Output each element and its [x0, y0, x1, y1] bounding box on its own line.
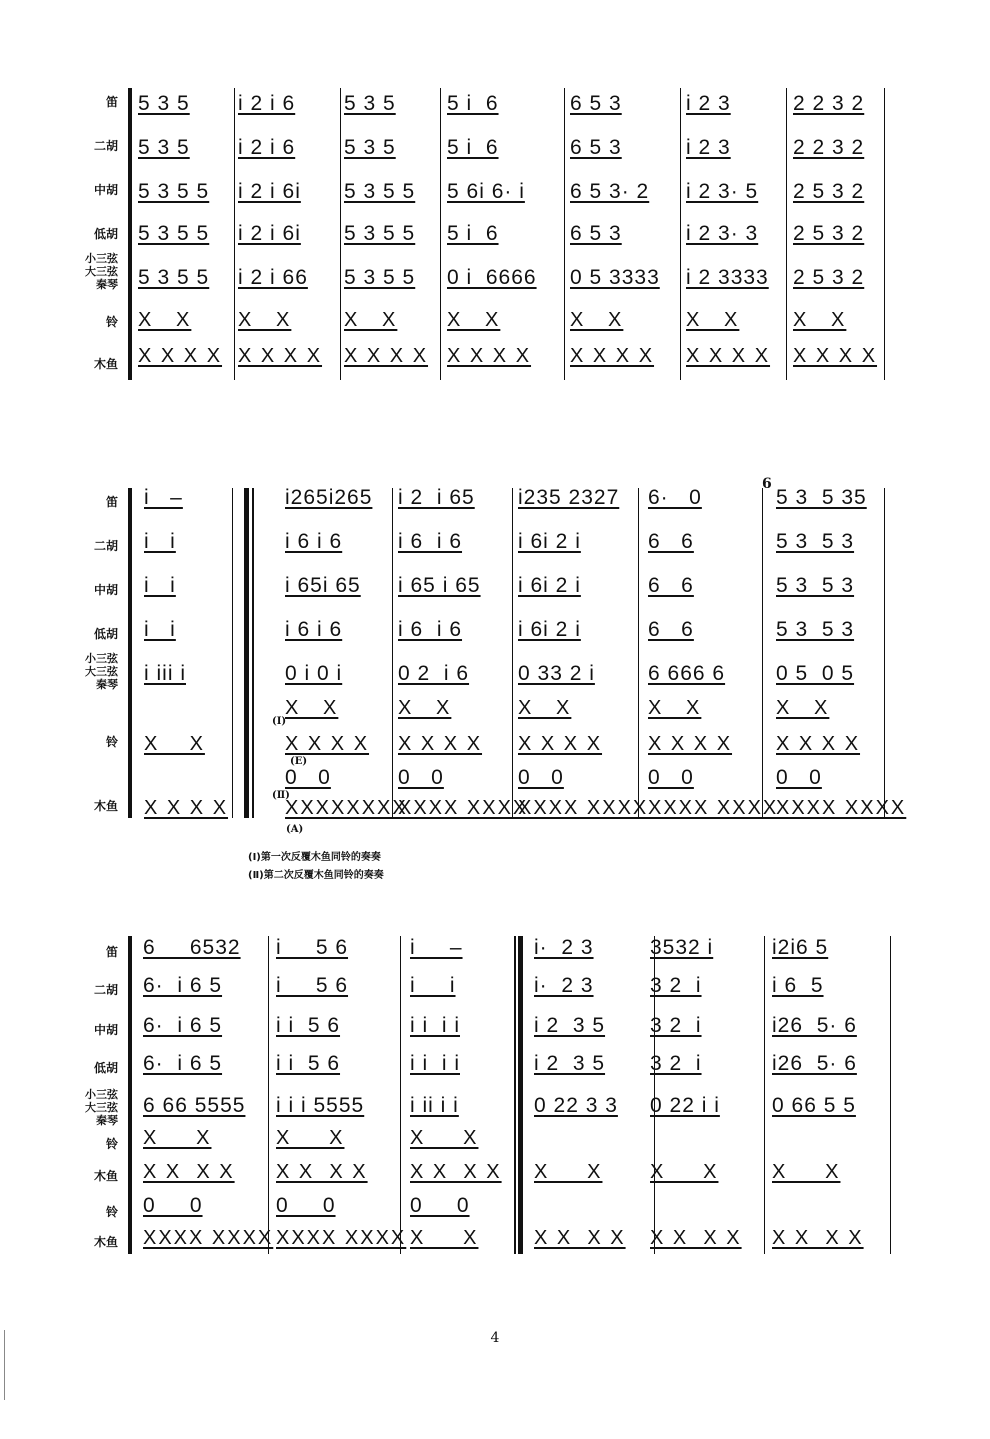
note-cell: i· 2 3	[534, 974, 594, 997]
note-cell: X X	[398, 697, 452, 719]
note-cell: i 2 3333	[686, 266, 769, 289]
note-cell: 0 66 5 5	[772, 1094, 856, 1117]
note-cell: X X	[650, 1161, 719, 1183]
note-cell: i ii i i	[410, 1094, 459, 1117]
note-cell: i 6 5	[772, 974, 824, 997]
label-dihu: 低胡	[93, 227, 118, 241]
note-cell: XXXX XXXX	[776, 797, 907, 819]
note-cell: 6 6	[648, 618, 694, 641]
note-cell: 6· 0	[648, 486, 702, 509]
note-cell: i 6i 2 i	[518, 574, 581, 597]
barline	[268, 936, 269, 1254]
note-cell: 2 5 3 2	[793, 222, 865, 245]
note-cell: 0 0	[143, 1194, 203, 1217]
note-cell: i 65 i 65	[398, 574, 481, 597]
note-cell: i 2 i 6	[238, 136, 296, 159]
note-cell: 6 666 6	[648, 662, 726, 685]
barline	[340, 88, 341, 380]
note-cell: 6· i 6 5	[143, 974, 223, 997]
label-zhonghu: 中胡	[93, 583, 118, 597]
note-cell: i i	[144, 530, 176, 553]
note-cell: i i 5 6	[276, 1052, 341, 1075]
note-cell: 3532 i	[650, 936, 714, 959]
barline	[232, 488, 233, 818]
barline	[638, 488, 639, 818]
note-cell: i26 5· 6	[772, 1014, 857, 1037]
note-cell: 3 2 i	[650, 1014, 702, 1037]
note-cell: 5 i 6	[447, 136, 499, 159]
note-cell: 5 3 5	[138, 136, 190, 159]
note-cell: i –	[410, 936, 463, 959]
note-cell: 6 5 3	[570, 222, 622, 245]
note-cell: 0 2 i 6	[398, 662, 470, 685]
note-cell: X X X X	[276, 1161, 368, 1183]
note-cell: 2 5 3 2	[793, 180, 865, 203]
barline	[392, 488, 393, 818]
note-cell: X X X X	[447, 345, 532, 367]
note-cell: 5 6i 6· i	[447, 180, 525, 203]
note-cell: 2 5 3 2	[793, 266, 865, 289]
note-cell: 0 5 0 5	[776, 662, 855, 685]
note-cell: X X X X	[144, 797, 229, 819]
note-cell: 6 6532	[143, 936, 241, 959]
note-cell: 5 3 5	[138, 92, 190, 115]
note-cell: X X X X	[518, 733, 603, 755]
note-cell: X X	[648, 697, 702, 719]
note-cell: 0 0	[648, 766, 694, 789]
note-cell: 3 2 i	[650, 1052, 702, 1075]
label-di: 笛	[105, 95, 118, 109]
barline	[884, 488, 885, 818]
note-cell: i26 5· 6	[772, 1052, 857, 1075]
note-cell: 6· i 6 5	[143, 1052, 223, 1075]
marker-II: (Ⅱ)	[272, 790, 290, 801]
note-cell: 2 2 3 2	[793, 92, 865, 115]
note-cell: 0 0	[398, 766, 444, 789]
label-di: 笛	[105, 495, 118, 509]
barline	[884, 88, 885, 380]
note-cell: 5 3 5 3	[776, 530, 855, 553]
barline	[400, 936, 401, 1254]
note-cell: X X X X	[648, 733, 733, 755]
note-cell: i iii i	[144, 662, 186, 685]
note-cell: 5 3 5 5	[344, 180, 416, 203]
note-cell: 5 i 6	[447, 92, 499, 115]
note-cell: X X	[285, 697, 339, 719]
note-cell: X X	[793, 309, 847, 331]
note-cell: XXXXXXXX	[285, 797, 408, 819]
note-cell: 6 6	[648, 574, 694, 597]
note-cell: X X X X	[650, 1227, 742, 1249]
barline	[234, 88, 235, 380]
note-cell: 0 0	[518, 766, 564, 789]
note-cell: 6· i 6 5	[143, 1014, 223, 1037]
note-cell: X X X X	[398, 733, 483, 755]
note-cell: 5 3 5	[344, 92, 396, 115]
system-bracket	[128, 488, 132, 818]
note-cell: XXXX XXXX	[648, 797, 779, 819]
note-cell: i 5 6	[276, 936, 349, 959]
note-cell: i 65i 65	[285, 574, 361, 597]
note-cell: 5 3 5 5	[344, 222, 416, 245]
label-dihu: 低胡	[93, 627, 118, 641]
note-cell: 2 2 3 2	[793, 136, 865, 159]
note-cell: 0 i 6666	[447, 266, 537, 289]
note-cell: X X X X	[686, 345, 771, 367]
note-cell: 3 2 i	[650, 974, 702, 997]
marker-A: (A)	[286, 824, 304, 835]
note-cell: i 2 3· 5	[686, 180, 759, 203]
note-cell: i i	[410, 974, 456, 997]
note-cell: 5 3 5 35	[776, 486, 867, 509]
note-cell: X X X X	[776, 733, 861, 755]
note-cell: i 6 i 6	[285, 530, 343, 553]
note-cell: X X	[772, 1161, 841, 1183]
note-cell: X X	[447, 309, 501, 331]
system-bracket	[128, 936, 132, 1254]
note-cell: i 6i 2 i	[518, 618, 581, 641]
note-cell: X X X X	[138, 345, 223, 367]
note-cell: 0 0	[776, 766, 822, 789]
barline	[786, 88, 787, 380]
label-muyu-2: 木鱼	[93, 1235, 118, 1249]
note-cell: i 6 i 6	[285, 618, 343, 641]
note-cell: i 2 i 6i	[238, 180, 301, 203]
note-cell: i i	[144, 574, 176, 597]
note-cell: 5 3 5 5	[344, 266, 416, 289]
note-cell: i i i i	[410, 1052, 460, 1075]
label-muyu: 木鱼	[93, 799, 118, 813]
note-cell: 5 i 6	[447, 222, 499, 245]
note-cell: i 2 3	[686, 92, 731, 115]
marker-E: (E)	[290, 756, 308, 767]
note-cell: X X	[518, 697, 572, 719]
note-cell: 0 22 3 3	[534, 1094, 618, 1117]
note-cell: i235 2327	[518, 486, 620, 509]
label-erhu: 二胡	[93, 983, 118, 997]
note-cell: i 6 i 6	[398, 618, 463, 641]
note-cell: i 6i 2 i	[518, 530, 581, 553]
barline	[762, 488, 763, 818]
note-cell: i i 5 6	[276, 1014, 341, 1037]
label-ling: 铃	[105, 735, 118, 749]
label-muyu: 木鱼	[93, 357, 118, 371]
note-cell: 0 0	[410, 1194, 470, 1217]
note-cell: 5 3 5 3	[776, 574, 855, 597]
barline	[440, 88, 441, 380]
barline	[564, 88, 565, 380]
note-cell: i –	[144, 486, 183, 509]
label-ling-2: 铃	[105, 1205, 118, 1219]
note-cell: 6 5 3· 2	[570, 180, 650, 203]
note-cell: XXXX XXXX	[518, 797, 649, 819]
note-cell: i 2 3· 3	[686, 222, 759, 245]
system-bracket	[128, 88, 132, 380]
label-ling-1: 铃	[105, 1137, 118, 1151]
note-cell: XXXX XXXX	[398, 797, 529, 819]
note-cell: i 5 6	[276, 974, 349, 997]
note-cell: X X X X	[570, 345, 655, 367]
note-cell: X X	[686, 309, 740, 331]
note-cell: i 2 i 65	[398, 486, 475, 509]
note-cell: 6 5 3	[570, 92, 622, 115]
note-cell: X X X X	[410, 1161, 502, 1183]
label-sanxian: 小三弦 大三弦 秦琴	[85, 252, 118, 291]
note-cell: X X	[776, 697, 830, 719]
note-cell: 0 0	[285, 766, 331, 789]
label-di: 笛	[105, 945, 118, 959]
performance-note-2: (Ⅱ)第二次反覆木鱼同铃的奏奏	[248, 870, 384, 881]
note-cell: 0 5 3333	[570, 266, 660, 289]
label-zhonghu: 中胡	[93, 183, 118, 197]
barline	[512, 488, 513, 818]
note-cell: X X	[344, 309, 398, 331]
score-system-2	[0, 476, 990, 840]
note-cell: X X X X	[793, 345, 878, 367]
note-cell: i 2 3 5	[534, 1014, 606, 1037]
note-cell: 6 6	[648, 530, 694, 553]
note-cell: 6 66 5555	[143, 1094, 246, 1117]
note-cell: i i i 5555	[276, 1094, 365, 1117]
note-cell: X X X X	[143, 1161, 235, 1183]
note-cell: 5 3 5 5	[138, 222, 210, 245]
note-cell: 0 0	[276, 1194, 336, 1217]
label-muyu-1: 木鱼	[93, 1169, 118, 1183]
label-zhonghu: 中胡	[93, 1023, 118, 1037]
note-cell: 0 i 0 i	[285, 662, 343, 685]
note-cell: XXXX XXXX	[143, 1227, 274, 1249]
note-cell: X X X X	[238, 345, 323, 367]
note-cell: X X	[570, 309, 624, 331]
label-erhu: 二胡	[93, 539, 118, 553]
label-ling: 铃	[105, 315, 118, 329]
note-cell: i 6 i 6	[398, 530, 463, 553]
note-cell: X X	[410, 1127, 479, 1149]
barline	[764, 936, 765, 1254]
note-cell: X X	[143, 1127, 212, 1149]
note-cell: X X X X	[285, 733, 370, 755]
barline	[680, 88, 681, 380]
note-cell: X X X X	[772, 1227, 864, 1249]
note-cell: 5 3 5	[344, 136, 396, 159]
note-cell: 5 3 5 3	[776, 618, 855, 641]
label-dihu: 低胡	[93, 1061, 118, 1075]
note-cell: i265i265	[285, 486, 373, 509]
score-system-1	[0, 80, 990, 380]
note-cell: 0 33 2 i	[518, 662, 595, 685]
note-cell: X X X X	[344, 345, 429, 367]
label-erhu: 二胡	[93, 139, 118, 153]
note-cell: X X X X	[534, 1227, 626, 1249]
note-cell: i 2 i 6i	[238, 222, 301, 245]
note-cell: X X	[534, 1161, 603, 1183]
label-sanxian: 小三弦 大三弦 秦琴	[85, 1088, 118, 1127]
note-cell: i i	[144, 618, 176, 641]
score-system-3	[0, 930, 990, 1260]
note-cell: i2i6 5	[772, 936, 829, 959]
note-cell: 0 22 i i	[650, 1094, 720, 1117]
note-cell: X X	[410, 1227, 479, 1249]
note-cell: X X	[144, 733, 205, 755]
note-cell: i 2 3 5	[534, 1052, 606, 1075]
note-cell: i 2 i 6	[238, 92, 296, 115]
note-cell: X X	[276, 1127, 345, 1149]
note-cell: i 2 i 66	[238, 266, 308, 289]
performance-note-1: (Ⅰ)第一次反覆木鱼同铃的奏奏	[248, 852, 381, 863]
barline	[890, 936, 891, 1254]
note-cell: i 2 3	[686, 136, 731, 159]
label-sanxian: 小三弦 大三弦 秦琴	[85, 652, 118, 691]
note-cell: 5 3 5 5	[138, 180, 210, 203]
marker-six: 6	[762, 476, 772, 492]
note-cell: XXXX XXXX	[276, 1227, 407, 1249]
page-number: 4	[490, 1330, 500, 1346]
note-cell: 6 5 3	[570, 136, 622, 159]
note-cell: X X	[138, 309, 192, 331]
note-cell: i i i i	[410, 1014, 460, 1037]
marker-I: (Ⅰ)	[272, 716, 287, 727]
note-cell: X X	[238, 309, 292, 331]
note-cell: i· 2 3	[534, 936, 594, 959]
note-cell: 5 3 5 5	[138, 266, 210, 289]
